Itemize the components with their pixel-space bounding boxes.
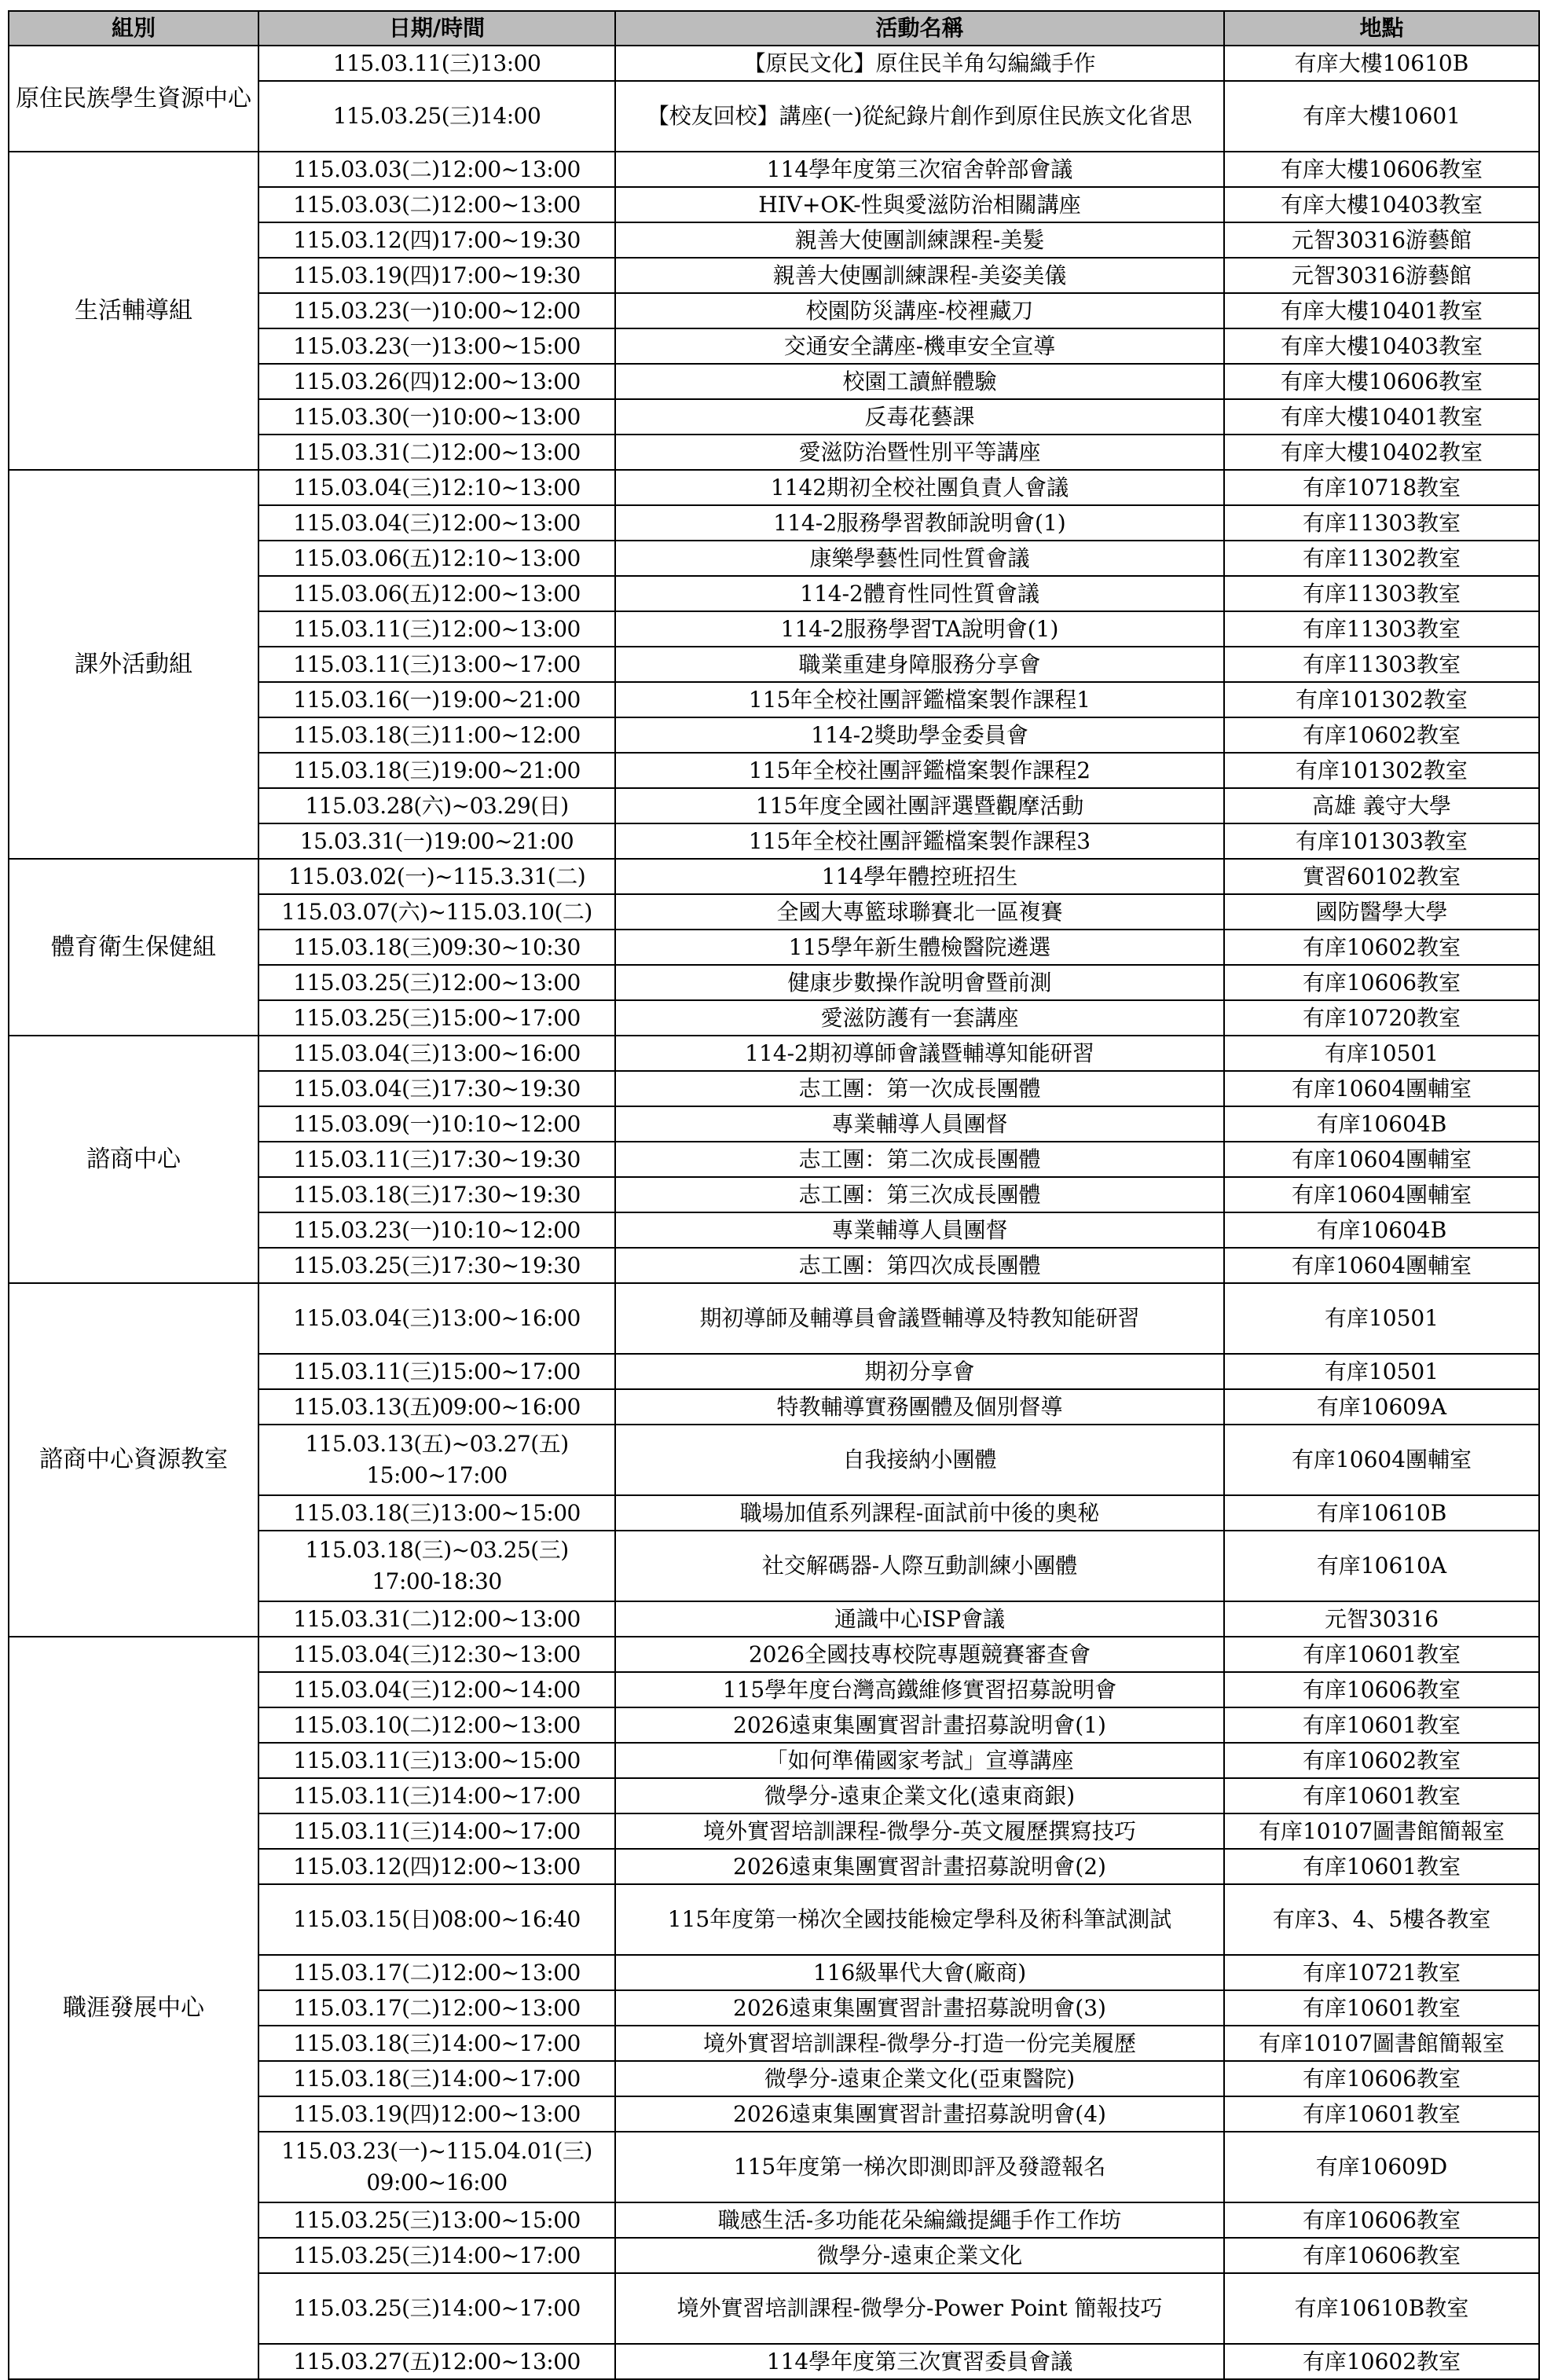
event-datetime: 115.03.15(日)08:00~16:40 [258,1884,615,1955]
event-location: 有庠10609D [1224,2132,1539,2202]
event-title: 114-2獎助學金委員會 [615,717,1224,753]
event-title: 愛滋防治暨性別平等講座 [615,435,1224,470]
event-location: 有庠大樓10401教室 [1224,293,1539,328]
event-title: 115年度全國社團評選暨觀摩活動 [615,788,1224,823]
event-datetime: 115.03.13(五)~03.27(五) 15:00~17:00 [258,1425,615,1495]
event-location: 有庠10610B [1224,1495,1539,1531]
event-title: 職感生活-多功能花朵編織提繩手作工作坊 [615,2202,1224,2238]
event-datetime: 115.03.30(一)10:00~13:00 [258,399,615,435]
event-location: 有庠3、4、5樓各教室 [1224,1884,1539,1955]
event-title: 期初分享會 [615,1354,1224,1389]
event-title: 特教輔導實務團體及個別督導 [615,1389,1224,1425]
event-datetime: 115.03.04(三)12:30~13:00 [258,1637,615,1672]
event-title: 115年度第一梯次全國技能檢定學科及術科筆試測試 [615,1884,1224,1955]
event-location: 有庠大樓10606教室 [1224,364,1539,399]
event-title: 微學分-遠東企業文化(亞東醫院) [615,2061,1224,2096]
group-name: 生活輔導組 [9,152,258,470]
table-row [9,859,1539,894]
event-title: 114學年度第三次實習委員會議 [615,2344,1224,2379]
event-location: 有庠10602教室 [1224,1743,1539,1778]
event-location: 有庠10604B [1224,1106,1539,1142]
event-location: 有庠大樓10610B [1224,46,1539,81]
event-location: 高雄 義守大學 [1224,788,1539,823]
event-title: 校園工讀鮮體驗 [615,364,1224,399]
event-datetime: 115.03.25(三)14:00~17:00 [258,2238,615,2273]
event-datetime: 115.03.16(一)19:00~21:00 [258,682,615,717]
event-title: 期初導師及輔導員會議暨輔導及特教知能研習 [615,1283,1224,1354]
event-location: 有庠10604團輔室 [1224,1071,1539,1106]
group-name: 原住民族學生資源中心 [9,46,258,152]
event-title: 115年全校社團評鑑檔案製作課程1 [615,682,1224,717]
event-datetime: 115.03.23(一)10:10~12:00 [258,1212,615,1248]
event-datetime: 115.03.11(三)17:30~19:30 [258,1142,615,1177]
event-datetime: 115.03.11(三)13:00~17:00 [258,647,615,682]
event-datetime: 115.03.18(三)13:00~15:00 [258,1495,615,1531]
event-location: 有庠101302教室 [1224,682,1539,717]
event-datetime: 115.03.25(三)14:00 [258,81,615,152]
group-name: 諮商中心 [9,1036,258,1283]
header-location: 地點 [1224,11,1539,46]
event-location: 有庠大樓10402教室 [1224,435,1539,470]
group-name: 諮商中心資源教室 [9,1283,258,1637]
event-datetime: 115.03.25(三)13:00~15:00 [258,2202,615,2238]
event-datetime: 115.03.18(三)14:00~17:00 [258,2061,615,2096]
event-datetime: 115.03.18(三)19:00~21:00 [258,753,615,788]
event-location: 有庠10602教室 [1224,930,1539,965]
event-title: 親善大使團訓練課程-美姿美儀 [615,258,1224,293]
event-title: 115年度第一梯次即測即評及發證報名 [615,2132,1224,2202]
event-title: 微學分-遠東企業文化 [615,2238,1224,2273]
event-location: 有庠10610A [1224,1531,1539,1601]
event-title: 境外實習培訓課程-微學分-打造一份完美履歷 [615,2026,1224,2061]
event-datetime: 115.03.23(一)13:00~15:00 [258,328,615,364]
table-row [9,152,1539,187]
event-title: 114學年度第三次宿舍幹部會議 [615,152,1224,187]
event-location: 有庠10718教室 [1224,470,1539,505]
event-location: 有庠10604B [1224,1212,1539,1248]
event-datetime: 115.03.18(三)11:00~12:00 [258,717,615,753]
event-datetime: 115.03.31(二)12:00~13:00 [258,1601,615,1637]
event-title: 114-2服務學習TA說明會(1) [615,611,1224,647]
event-location: 實習60102教室 [1224,859,1539,894]
event-datetime: 115.03.18(三)14:00~17:00 [258,2026,615,2061]
table-row [9,1036,1539,1071]
event-datetime: 115.03.25(三)17:30~19:30 [258,1248,615,1283]
event-title: 社交解碼器-人際互動訓練小團體 [615,1531,1224,1601]
event-datetime: 115.03.11(三)13:00~15:00 [258,1743,615,1778]
event-location: 有庠10602教室 [1224,2344,1539,2379]
event-title: 114-2期初導師會議暨輔導知能研習 [615,1036,1224,1071]
event-datetime: 115.03.04(三)12:10~13:00 [258,470,615,505]
event-title: 115學年新生體檢醫院遴選 [615,930,1224,965]
event-location: 有庠大樓10403教室 [1224,187,1539,222]
event-location: 有庠101302教室 [1224,753,1539,788]
activity-schedule-table [8,10,1540,2380]
event-location: 有庠10604團輔室 [1224,1142,1539,1177]
table-header [9,11,1539,46]
event-location: 有庠10604團輔室 [1224,1425,1539,1495]
event-title: 自我接納小團體 [615,1425,1224,1495]
event-datetime: 115.03.04(三)13:00~16:00 [258,1036,615,1071]
event-title: 115年全校社團評鑑檔案製作課程3 [615,823,1224,859]
event-datetime: 115.03.18(三)17:30~19:30 [258,1177,615,1212]
event-datetime: 115.03.03(二)12:00~13:00 [258,187,615,222]
event-title: 專業輔導人員團督 [615,1212,1224,1248]
event-location: 元智30316游藝館 [1224,258,1539,293]
event-title: 2026全國技專校院專題競賽審查會 [615,1637,1224,1672]
event-location: 有庠10721教室 [1224,1955,1539,1990]
event-location: 有庠大樓10401教室 [1224,399,1539,435]
group-name: 體育衛生保健組 [9,859,258,1036]
event-title: 2026遠東集團實習計畫招募說明會(2) [615,1849,1224,1884]
event-location: 有庠10606教室 [1224,2238,1539,2273]
event-location: 有庠10601教室 [1224,1707,1539,1743]
event-location: 有庠10720教室 [1224,1000,1539,1036]
event-datetime: 115.03.09(一)10:10~12:00 [258,1106,615,1142]
event-title: 志工團：第四次成長團體 [615,1248,1224,1283]
event-title: 微學分-遠東企業文化(遠東商銀) [615,1778,1224,1813]
event-datetime: 115.03.11(三)12:00~13:00 [258,611,615,647]
event-datetime: 115.03.28(六)~03.29(日) [258,788,615,823]
event-location: 有庠11302教室 [1224,541,1539,576]
event-datetime: 115.03.12(四)12:00~13:00 [258,1849,615,1884]
event-datetime: 115.03.11(三)15:00~17:00 [258,1354,615,1389]
event-location: 有庠10107圖書館簡報室 [1224,1813,1539,1849]
event-datetime: 115.03.02(一)~115.3.31(二) [258,859,615,894]
event-location: 有庠大樓10606教室 [1224,152,1539,187]
event-location: 有庠10501 [1224,1036,1539,1071]
event-title: 親善大使團訓練課程-美髮 [615,222,1224,258]
event-title: 反毒花藝課 [615,399,1224,435]
table-row [9,1283,1539,1354]
event-location: 有庠10601教室 [1224,1637,1539,1672]
event-title: 115年全校社團評鑑檔案製作課程2 [615,753,1224,788]
event-location: 有庠10601教室 [1224,2096,1539,2132]
group-name: 課外活動組 [9,470,258,859]
event-location: 有庠10609A [1224,1389,1539,1425]
table-row [9,1637,1539,1672]
event-datetime: 115.03.23(一)10:00~12:00 [258,293,615,328]
event-location: 有庠10601教室 [1224,1990,1539,2026]
event-title: 全國大專籃球聯賽北一區複賽 [615,894,1224,930]
event-location: 國防醫學大學 [1224,894,1539,930]
event-title: 116級畢代大會(廠商) [615,1955,1224,1990]
event-location: 有庠10610B教室 [1224,2273,1539,2344]
event-location: 有庠10606教室 [1224,1672,1539,1707]
event-location: 元智30316 [1224,1601,1539,1637]
event-datetime: 115.03.04(三)12:00~13:00 [258,505,615,541]
event-title: 114-2服務學習教師說明會(1) [615,505,1224,541]
event-location: 有庠10604團輔室 [1224,1248,1539,1283]
event-title: 1142期初全校社團負責人會議 [615,470,1224,505]
event-datetime: 115.03.11(三)13:00 [258,46,615,81]
event-datetime: 115.03.26(四)12:00~13:00 [258,364,615,399]
event-datetime: 115.03.25(三)15:00~17:00 [258,1000,615,1036]
event-location: 有庠10501 [1224,1354,1539,1389]
event-title: 健康步數操作說明會暨前測 [615,965,1224,1000]
event-datetime: 115.03.18(三)09:30~10:30 [258,930,615,965]
event-datetime: 115.03.04(三)12:00~14:00 [258,1672,615,1707]
event-location: 有庠10601教室 [1224,1849,1539,1884]
event-title: 交通安全講座-機車安全宣導 [615,328,1224,364]
event-datetime: 115.03.17(二)12:00~13:00 [258,1990,615,2026]
event-location: 有庠11303教室 [1224,505,1539,541]
event-title: 114學年體控班招生 [615,859,1224,894]
event-title: 115學年度台灣高鐵維修實習招募說明會 [615,1672,1224,1707]
event-location: 有庠10601教室 [1224,1778,1539,1813]
event-location: 有庠11303教室 [1224,576,1539,611]
event-datetime: 115.03.19(四)12:00~13:00 [258,2096,615,2132]
event-datetime: 115.03.07(六)~115.03.10(二) [258,894,615,930]
header-group: 組別 [9,11,258,46]
event-location: 有庠10107圖書館簡報室 [1224,2026,1539,2061]
header-row [9,11,1539,46]
event-location: 有庠10501 [1224,1283,1539,1354]
event-location: 元智30316游藝館 [1224,222,1539,258]
event-datetime: 15.03.31(一)19:00~21:00 [258,823,615,859]
event-datetime: 115.03.04(三)13:00~16:00 [258,1283,615,1354]
event-title: HIV+OK-性與愛滋防治相關講座 [615,187,1224,222]
event-title: 職業重建身障服務分享會 [615,647,1224,682]
event-datetime: 115.03.03(二)12:00~13:00 [258,152,615,187]
event-location: 有庠101303教室 [1224,823,1539,859]
event-title: 【校友回校】講座(一)從紀錄片創作到原住民族文化省思 [615,81,1224,152]
group-name: 職涯發展中心 [9,1637,258,2379]
event-location: 有庠10606教室 [1224,965,1539,1000]
event-datetime: 115.03.25(三)12:00~13:00 [258,965,615,1000]
event-title: 「如何準備國家考試」宣導講座 [615,1743,1224,1778]
event-title: 志工團：第三次成長團體 [615,1177,1224,1212]
event-datetime: 115.03.31(二)12:00~13:00 [258,435,615,470]
header-activity: 活動名稱 [615,11,1224,46]
event-title: 通識中心ISP會議 [615,1601,1224,1637]
event-location: 有庠10604團輔室 [1224,1177,1539,1212]
event-datetime: 115.03.25(三)14:00~17:00 [258,2273,615,2344]
event-datetime: 115.03.13(五)09:00~16:00 [258,1389,615,1425]
event-location: 有庠11303教室 [1224,611,1539,647]
table-row [9,46,1539,81]
event-location: 有庠10602教室 [1224,717,1539,753]
event-location: 有庠大樓10601 [1224,81,1539,152]
event-location: 有庠10606教室 [1224,2202,1539,2238]
event-datetime: 115.03.06(五)12:00~13:00 [258,576,615,611]
event-datetime: 115.03.18(三)~03.25(三) 17:00-18:30 [258,1531,615,1601]
event-title: 職場加值系列課程-面試前中後的奧秘 [615,1495,1224,1531]
event-title: 境外實習培訓課程-微學分-Power Point 簡報技巧 [615,2273,1224,2344]
event-title: 專業輔導人員團督 [615,1106,1224,1142]
event-title: 境外實習培訓課程-微學分-英文履歷撰寫技巧 [615,1813,1224,1849]
event-title: 114-2體育性同性質會議 [615,576,1224,611]
event-title: 康樂學藝性同性質會議 [615,541,1224,576]
event-datetime: 115.03.19(四)17:00~19:30 [258,258,615,293]
event-title: 2026遠東集團實習計畫招募說明會(4) [615,2096,1224,2132]
event-datetime: 115.03.11(三)14:00~17:00 [258,1813,615,1849]
event-title: 2026遠東集團實習計畫招募說明會(1) [615,1707,1224,1743]
event-datetime: 115.03.11(三)14:00~17:00 [258,1778,615,1813]
event-title: 【原民文化】原住民羊角勾編織手作 [615,46,1224,81]
event-datetime: 115.03.27(五)12:00~13:00 [258,2344,615,2379]
event-datetime: 115.03.04(三)17:30~19:30 [258,1071,615,1106]
table-row [9,470,1539,505]
event-datetime: 115.03.12(四)17:00~19:30 [258,222,615,258]
event-datetime: 115.03.10(二)12:00~13:00 [258,1707,615,1743]
event-title: 志工團：第一次成長團體 [615,1071,1224,1106]
header-datetime: 日期/時間 [258,11,615,46]
event-location: 有庠10606教室 [1224,2061,1539,2096]
table-body [9,46,1539,2379]
event-title: 志工團：第二次成長團體 [615,1142,1224,1177]
event-location: 有庠11303教室 [1224,647,1539,682]
event-location: 有庠大樓10403教室 [1224,328,1539,364]
event-title: 2026遠東集團實習計畫招募說明會(3) [615,1990,1224,2026]
event-datetime: 115.03.17(二)12:00~13:00 [258,1955,615,1990]
event-title: 愛滋防護有一套講座 [615,1000,1224,1036]
event-datetime: 115.03.06(五)12:10~13:00 [258,541,615,576]
event-title: 校園防災講座-校裡藏刀 [615,293,1224,328]
event-datetime: 115.03.23(一)~115.04.01(三) 09:00~16:00 [258,2132,615,2202]
